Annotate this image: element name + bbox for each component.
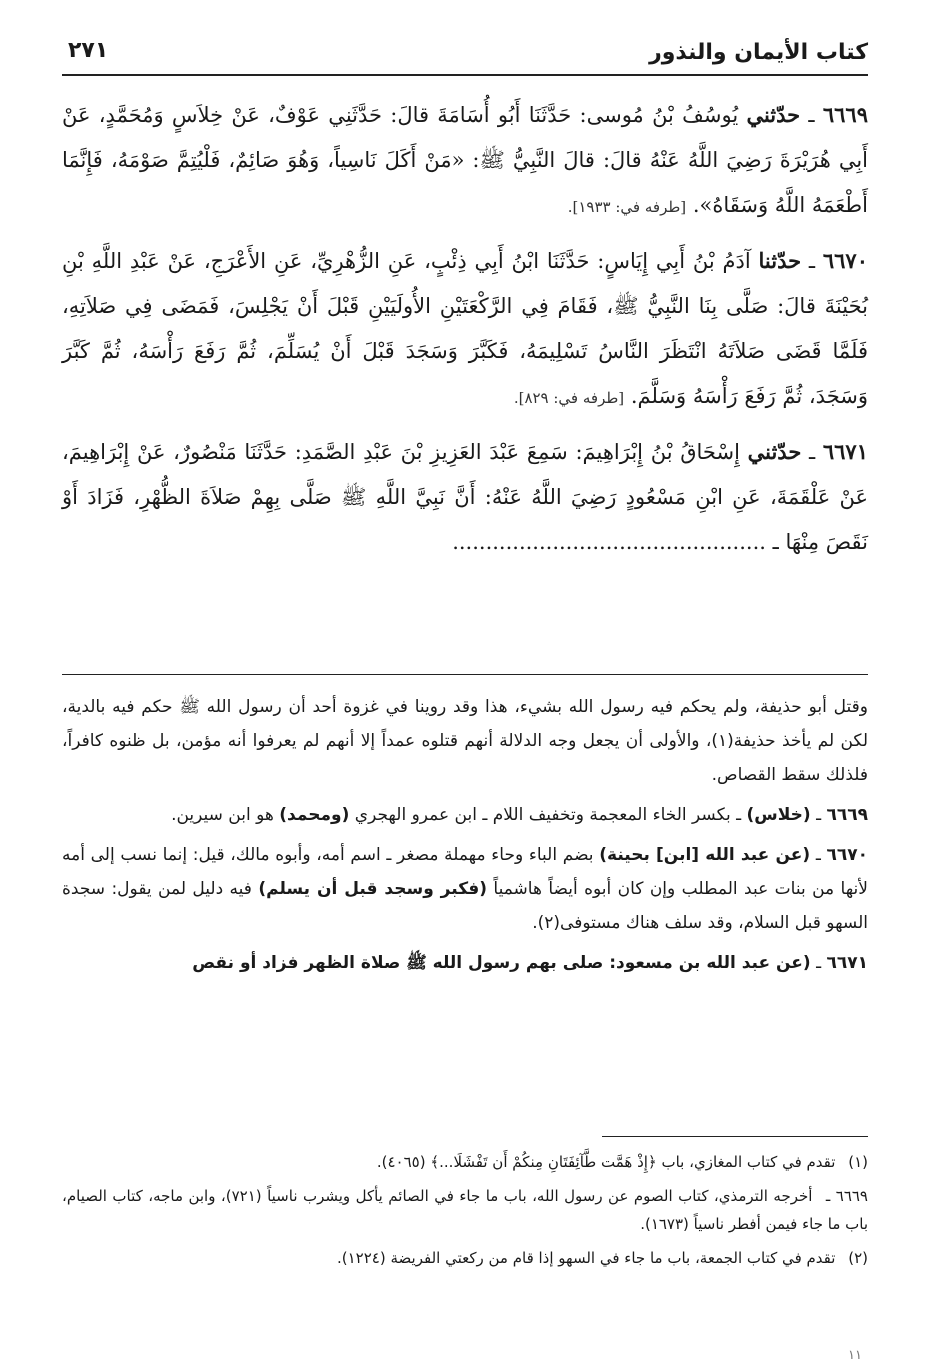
hadith-reference: [طرفه في: ٨٢٩]. xyxy=(513,389,625,407)
commentary-term: (عن عبد الله [ابن] بحينة) xyxy=(599,845,811,865)
hadith-lead: حدّثني xyxy=(747,439,802,464)
footnote-text: تقدم في كتاب الجمعة، باب ما جاء في السهو إذا قام من ركعتي الفريضة (١٢٢٤). xyxy=(337,1249,836,1267)
hadith-6671: ٦٦٧١ ـ حدّثني إِسْحَاقُ بْنُ إِبْرَاهِيمَ: سَمِعَ عَبْدَ العَزِيزِ بْنَ عَبْدِ الصَّمَدِ: حَدَّثَنَا مَنْصُورٌ، عَنْ إِبْرَاهِيمَ، عَنْ عَلْقَمَةَ، عَنِ ابْنِ مَسْعُودٍ رَضِيَ اللَّهُ عَنْهُ: أَنَّ نَبِيَّ اللَّهِ ﷺ صَلَّى بِهِمْ صَلاَةَ الظُّهْرِ، فَزَادَ أَوْ نَقَصَ مِنْهَا ـ ............................................... xyxy=(62,439,868,554)
footnote-marker: (٢) xyxy=(848,1249,868,1267)
commentary-divider xyxy=(62,674,868,675)
hadith-text: آدَمُ بْنُ أَبِي إِيَاسٍ: حَدَّثَنَا ابْنُ أَبِي ذِئْبٍ، عَنِ الزُّهْرِيِّ، عَنِ الأَعْرَجِ، عَنْ عَبْدِ اللَّهِ بْنِ بُحَيْنَةَ قالَ: صَلَّى بِنَا النَّبِيُّ ﷺ، فَقَامَ فِي الرَّكْعَتَيْنِ الأُولَيَيْنِ قَبْلَ أَنْ يَجْلِسَ، فَمَضَى فِي صَلاَتِهِ، فَلَمَّا قَضَى صَلاَتَهُ انْتَظَرَ النَّاسُ تَسْلِيمَهُ، فَكَبَّرَ وَسَجَدَ قَبْلَ أَنْ يُسَلِّمَ، ثُمَّ رَفَعَ رَأْسَهُ، ثُمَّ كَبَّرَ وَسَجَدَ، ثُمَّ رَفَعَ رَأْسَهُ وَسَلَّمَ. xyxy=(62,249,868,408)
commentary-6669: ٦٦٦٩ ـ (خلاس) ـ بكسر الخاء المعجمة وتخفيف اللام ـ ابن عمرو الهجري (ومحمد) هو ابن سيرين. xyxy=(171,805,868,825)
running-title: كتاب الأيمان والنذور xyxy=(649,40,868,65)
commentary-6671: ٦٦٧١ ـ (عن عبد الله بن مسعود: صلى بهم رسول الله ﷺ صلاة الظهر فزاد أو نقص xyxy=(192,953,868,973)
hadith-reference: [طرفه في: ١٩٣٣]. xyxy=(567,198,687,216)
commentary-term: (خلاس) xyxy=(746,805,811,825)
footnote-marker: (١) xyxy=(848,1153,868,1171)
commentary-text: فيه دليل لمن يقول: سجدة السهو قبل السلام، وقد سلف هناك مستوفى(٢). xyxy=(62,879,868,933)
hadith-text: يُوسُفُ بْنُ مُوسى: حَدَّثَنَا أَبُو أُسَامَةَ قالَ: حَدَّثَنِي عَوْفٌ، عَنْ خِلاَسٍ وَمُحَمَّدٍ، عَنْ أَبِي هُرَيْرَةَ رَضِيَ اللَّهُ عَنْهُ قالَ: قالَ النَّبِيُّ ﷺ: «مَنْ أَكَلَ نَاسِياً، وَهُوَ صَائِمٌ، فَلْيُتِمَّ صَوْمَهُ، فَإِنَّمَا أَطْعَمَهُ اللَّهُ وَسَقَاهُ». xyxy=(62,103,868,217)
commentary-6670: ٦٦٧٠ ـ (عن عبد الله [ابن] بحينة) بضم الباء وحاء مهملة مصغر ـ اسم أمه، وأبوه مالك، قيل: إنما نسب إلى أمه لأنها من بنات عبد المطلب وإن كان أبوه أيضاً هاشمياً (فكبر وسجد قبل أن يسلم) فيه دليل لمن يقول: سجدة السهو قبل السلام، وقد سلف هناك مستوفى(٢). xyxy=(62,845,869,933)
footnote-text: تقدم في كتاب المغازي، باب ﴿إِذْ هَمَّت طَّآئِفَتَانِ مِنكُمْ أَن تَفْشَلَا...﴾ (٤٠٦٥). xyxy=(376,1153,836,1171)
signature-mark: ١١ xyxy=(848,1348,862,1363)
commentary-term: (ومحمد) xyxy=(279,805,350,825)
hadith-lead: حدّثنا xyxy=(758,248,802,273)
footnote xyxy=(62,1244,868,1272)
hadith-number: ٦٦٧٠ xyxy=(822,248,868,273)
commentary-number: ٦٦٦٩ xyxy=(826,805,868,825)
footnote-separator xyxy=(602,1136,868,1137)
page xyxy=(62,30,869,1363)
commentary-intro: وقتل أبو حذيفة، ولم يحكم فيه رسول الله بشيء، هذا وقد روينا في غزوة أحد أن رسول الله ﷺ حكم فيه بالدية، لكن لم يأخذ حذيفة(١)، والأولى أن يجعل وجه الدلالة أنهم قتلوه عمداً إلا أنهم لم يعرفوا أنه مؤمن، بل ظنوه كافراً، فلذلك سقط القصاص. xyxy=(62,697,868,785)
commentary-number: ٦٦٧١ xyxy=(826,953,868,973)
hadith-lead: حدّثني xyxy=(746,102,801,127)
footnotes xyxy=(62,1148,868,1278)
hadith-6670: ٦٦٧٠ ـ حدّثنا آدَمُ بْنُ أَبِي إِيَاسٍ: حَدَّثَنَا ابْنُ أَبِي ذِئْبٍ، عَنِ الزُّهْرِيِّ، عَنِ الأَعْرَجِ، عَنْ عَبْدِ اللَّهِ بْنِ بُحَيْنَةَ قالَ: صَلَّى بِنَا النَّبِيُّ ﷺ، فَقَامَ فِي الرَّكْعَتَيْنِ الأُولَيَيْنِ قَبْلَ أَنْ يَجْلِسَ، فَمَضَى فِي صَلاَتِهِ، فَلَمَّا قَضَى صَلاَتَهُ انْتَظَرَ النَّاسُ تَسْلِيمَهُ، فَكَبَّرَ وَسَجَدَ قَبْلَ أَنْ يُسَلِّمَ، ثُمَّ رَفَعَ رَأْسَهُ، ثُمَّ كَبَّرَ وَسَجَدَ، ثُمَّ رَفَعَ رَأْسَهُ وَسَلَّمَ. [طرفه في: ٨٢٩]. xyxy=(62,248,868,408)
hadith-text: إِسْحَاقُ بْنُ إِبْرَاهِيمَ: سَمِعَ عَبْدَ العَزِيزِ بْنَ عَبْدِ الصَّمَدِ: حَدَّثَنَا مَنْصُورٌ، عَنْ إِبْرَاهِيمَ، عَنْ عَلْقَمَةَ، عَنِ ابْنِ مَسْعُودٍ رَضِيَ اللَّهُ عَنْهُ: أَنَّ نَبِيَّ اللَّهِ ﷺ صَلَّى بِهِمْ صَلاَةَ الظُّهْرِ، فَزَادَ أَوْ نَقَصَ مِنْهَا ـ xyxy=(62,440,868,554)
page-header xyxy=(62,30,868,76)
commentary-term: (عن عبد الله بن مسعود: صلى بهم رسول الله ﷺ صلاة الظهر فزاد أو نقص xyxy=(192,953,811,973)
footnote xyxy=(62,1148,868,1176)
hadith-6669: ٦٦٦٩ ـ حدّثني يُوسُفُ بْنُ مُوسى: حَدَّثَنَا أَبُو أُسَامَةَ قالَ: حَدَّثَنِي عَوْفٌ، عَنْ خِلاَسٍ وَمُحَمَّدٍ، عَنْ أَبِي هُرَيْرَةَ رَضِيَ اللَّهُ عَنْهُ قالَ: قالَ النَّبِيُّ ﷺ: «مَنْ أَكَلَ نَاسِياً، وَهُوَ صَائِمٌ، فَلْيُتِمَّ صَوْمَهُ، فَإِنَّمَا أَطْعَمَهُ اللَّهُ وَسَقَاهُ». [طرفه في: ١٩٣٣]. xyxy=(62,102,868,217)
commentary-text: بضم الباء وحاء مهملة مصغر ـ اسم أمه، وأبوه مالك، قيل: إنما نسب إلى أمه لأنها من بنات عبد المطلب وإن كان أبوه أيضاً هاشمياً xyxy=(62,845,868,899)
commentary-term: (فكبر وسجد قبل أن يسلم) xyxy=(258,879,487,899)
hadith-number: ٦٦٦٩ xyxy=(822,102,868,127)
footnote-text: أخرجه الترمذي، كتاب الصوم عن رسول الله، باب ما جاء في الصائم يأكل ويشرب ناسياً (٧٢١)، وابن ماجه، كتاب الصيام، باب ما جاء فيمن أفطر ناسياً (١٦٧٣). xyxy=(62,1187,868,1233)
hadith-number: ٦٦٧١ xyxy=(822,439,868,464)
page-number: ٢٧١ xyxy=(68,38,109,63)
commentary-section xyxy=(62,690,868,986)
footnote-marker: ٦٦٦٩ ـ xyxy=(825,1187,868,1205)
continuation-dots: ............................................... xyxy=(452,530,766,554)
footnote xyxy=(62,1182,868,1238)
commentary-number: ٦٦٧٠ xyxy=(826,845,869,865)
commentary-text: بكسر الخاء المعجمة وتخفيف اللام ـ ابن عمرو الهجري xyxy=(354,805,731,825)
hadith-section xyxy=(62,92,868,573)
commentary-text: هو ابن سيرين. xyxy=(171,805,274,825)
